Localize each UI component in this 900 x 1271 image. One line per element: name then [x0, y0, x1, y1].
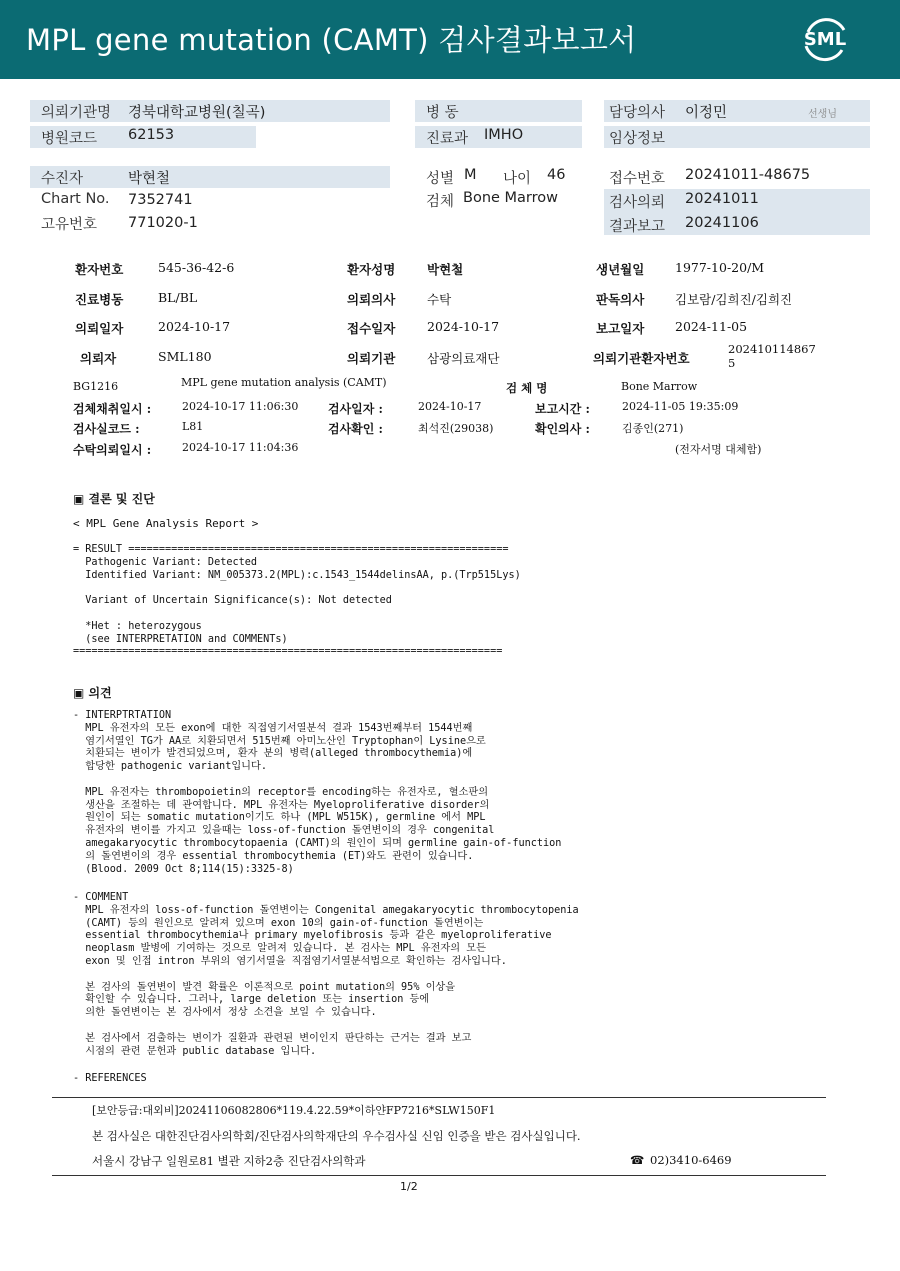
doctor-suffix: 선생님: [808, 109, 837, 120]
form-value: 1977-10-20/M: [675, 260, 765, 275]
unique-value: 771020-1: [128, 215, 198, 231]
form-value: 2024-10-17: [158, 319, 231, 334]
report-label: 결과보고: [609, 219, 666, 235]
form-value: 2024-11-05: [675, 319, 748, 334]
entrust-label: 수탁의뢰일시 :: [73, 443, 152, 457]
form-value: 박현철: [427, 262, 464, 277]
security-line: [보안등급:대외비]20241106082806*119.4.22.59*이하얀FP7216*SLW150F1: [92, 1104, 496, 1117]
hospital-code-value: 62153: [128, 127, 175, 143]
conclusion-title: ▣ 결론 및 진단: [73, 492, 155, 506]
page-number: 1/2: [400, 1180, 418, 1193]
confirm-label: 검사확인 :: [328, 422, 383, 436]
footer-top-divider: [52, 1097, 826, 1098]
sml-logo: [798, 12, 852, 66]
references-heading: - REFERENCES: [73, 1073, 147, 1084]
patient-label: 수진자: [41, 171, 84, 187]
form-value: 545-36-42-6: [158, 260, 235, 275]
receipt-value: 20241011-48675: [685, 167, 811, 183]
certification-note: 본 검사실은 대한진단검사의학회/진단검사의학재단의 우수검사실 신임 인증을 받은 검사실입니다.: [92, 1129, 581, 1143]
dept-value: IMHO: [484, 127, 524, 143]
esign-note: (전자서명 대체함): [675, 443, 762, 456]
clinical-label: 임상정보: [609, 131, 666, 147]
testdate-value: 2024-10-17: [418, 400, 482, 413]
lab-address: 서울시 강남구 일원로81 별관 지하2층 진단검사의학과: [92, 1154, 366, 1168]
doctor-value: 이정민: [685, 105, 728, 121]
form-value: 202410114867: [728, 342, 816, 356]
unique-label: 고유번호: [41, 217, 98, 233]
report-head: < MPL Gene Analysis Report >: [73, 517, 259, 530]
form-label: 의뢰기관환자번호: [593, 351, 690, 366]
patient-bg: [30, 166, 390, 188]
form-value: SML180: [158, 349, 212, 364]
specimen-name-value: Bone Marrow: [621, 380, 698, 393]
phone-number: 02)3410-6469: [650, 1153, 732, 1167]
form-label: 판독의사: [596, 292, 645, 307]
form-label: 의뢰의사: [347, 292, 396, 307]
interpretation-block: - INTERPTRTATION MPL 유전자의 모든 exon에 대한 직접염기서열분석 결과 1543번째부터 1544번째 염기서열인 TG가 AA로 치환되면서 515번째 아미노산인 Tryptophan이 Lysine으로 치환되는 변이가 발견되었으며, 환자 분의 병력(alleged thrombocythemia)에 합당한 pathogenic variant입니다. MPL 유전자는 thrombopoietin의 receptor를 encoding하는 유전자로, 혈소판의 생산을 조절하는 데 관여합니다. MPL 유전자는 Myeloproliferative disorder의 원인이 되는 somatic mutation이기도 하나 (MPL W515K), germline 에서 MPL 유전자의 변이를 가지고 있을때는 loss-of-function 돌연변이의 경우 congenital amegakaryocytic thrombocytopaenia (CAMT)의 원인이 되며 germline gain-of-function 의 돌연변이의 경우 essential thrombocythemia (ET)와도 관련이 있습니다. (Blood. 2009 Oct 8;114(15):3325-8): [73, 710, 562, 875]
sex-value: M: [464, 167, 477, 183]
test-name: MPL gene mutation analysis (CAMT): [181, 376, 387, 389]
ward-label: 병 동: [426, 105, 459, 121]
doctor-label: 담당의사: [609, 105, 666, 121]
patient-value: 박현철: [128, 171, 171, 187]
phone-icon: ☎: [630, 1153, 645, 1167]
form-label: 보고일자: [596, 321, 645, 336]
age-label: 나이: [503, 171, 532, 187]
comment-block: - COMMENT MPL 유전자의 loss-of-function 돌연변이는 Congenital amegakaryocytic thrombocytopenia (CAMT) 등의 원인으로 알려져 있으며 exon 10의 gain-of-function 돌연변이는 essential thrombocythemia나 primary myelofibrosis 등과 같은 myeloproliferative neoplasm 발병에 기여하는 것으로 알려져 있습니다. 본 검사는 MPL 유전자의 모든 exon 및 인접 intron 부위의 염기서열을 직접염기서열분석법으로 확인하는 검사입니다. 본 검사의 돌연변이 발견 확률은 이론적으로 point mutation의 95% 이상을 확인할 수 있습니다. 그러나, large deletion 또는 insertion 등에 의한 돌연변이는 본 검사에서 정상 소견을 보일 수 있습니다. 본 검사에서 검출하는 변이가 질환과 관련된 변이인지 판단하는 근거는 결과 보고 시점의 관련 문헌과 public database 입니다.: [73, 892, 579, 1057]
receipt-label: 접수번호: [609, 171, 666, 187]
confirmdoc-label: 확인의사 :: [535, 422, 590, 436]
form-label: 의뢰기관: [347, 351, 396, 366]
form-label: 환자성명: [347, 262, 396, 277]
confirmdoc-value: 김종인(271): [622, 422, 684, 435]
form-value: 삼광의료재단: [427, 351, 500, 366]
form-value: 김보람/김희진/김희진: [675, 292, 793, 307]
report-title: MPL gene mutation (CAMT) 검사결과보고서: [26, 23, 637, 57]
specimen-value: Bone Marrow: [463, 190, 559, 206]
collect-label: 검체채취일시 :: [73, 402, 152, 416]
age-value: 46: [547, 167, 566, 183]
report-header: [0, 0, 900, 79]
result-block: = RESULT ============================================================== Pathogenic Variant: Detected Identified Variant: NM_005373.2(MPL):c.1543_1544delinsAA, p.(Trp515Lys) Variant of Uncertain Significance(s): Not detected *Het : heterozygous (see INTERPRETATION and COMMENTs) ======================================================================: [73, 544, 521, 658]
dept-label: 진료과: [426, 131, 469, 147]
chart-label: Chart No.: [41, 191, 110, 207]
specimen-name-label: 검 체 명: [506, 381, 548, 395]
form-label: 의뢰자: [80, 351, 117, 366]
room-value: L81: [182, 420, 204, 433]
testdate-label: 검사일자 :: [328, 402, 383, 416]
reporttime-label: 보고시간 :: [535, 402, 590, 416]
form-value: 수탁: [427, 292, 452, 307]
form-label: 의뢰일자: [75, 321, 124, 336]
room-label: 검사실코드 :: [73, 422, 140, 436]
form-label: 진료병동: [75, 292, 124, 307]
form-label: 생년월일: [596, 262, 645, 277]
specimen-label: 검체: [426, 194, 455, 210]
request-label: 검사의뢰: [609, 195, 666, 211]
hospital-code-label: 병원코드: [41, 131, 98, 147]
institution-value: 경북대학교병원(칠곡): [128, 105, 266, 121]
entrust-value: 2024-10-17 11:04:36: [182, 441, 299, 454]
confirm-value: 최석진(29038): [418, 422, 494, 435]
chart-value: 7352741: [128, 192, 193, 208]
sex-label: 성별: [426, 171, 455, 187]
institution-label: 의뢰기관명: [41, 105, 112, 121]
report-value: 20241106: [685, 215, 759, 231]
logo-text: SML: [803, 29, 847, 50]
test-code: BG1216: [73, 380, 119, 393]
form-value: BL/BL: [158, 290, 198, 305]
footer-bottom-divider: [52, 1175, 826, 1176]
request-value: 20241011: [685, 191, 759, 207]
collect-value: 2024-10-17 11:06:30: [182, 400, 299, 413]
form-value-cont: 5: [728, 356, 736, 370]
form-label: 접수일자: [347, 321, 396, 336]
form-value: 2024-10-17: [427, 319, 500, 334]
form-label: 환자번호: [75, 262, 124, 277]
opinion-title: ▣ 의견: [73, 686, 112, 700]
reporttime-value: 2024-11-05 19:35:09: [622, 400, 739, 413]
